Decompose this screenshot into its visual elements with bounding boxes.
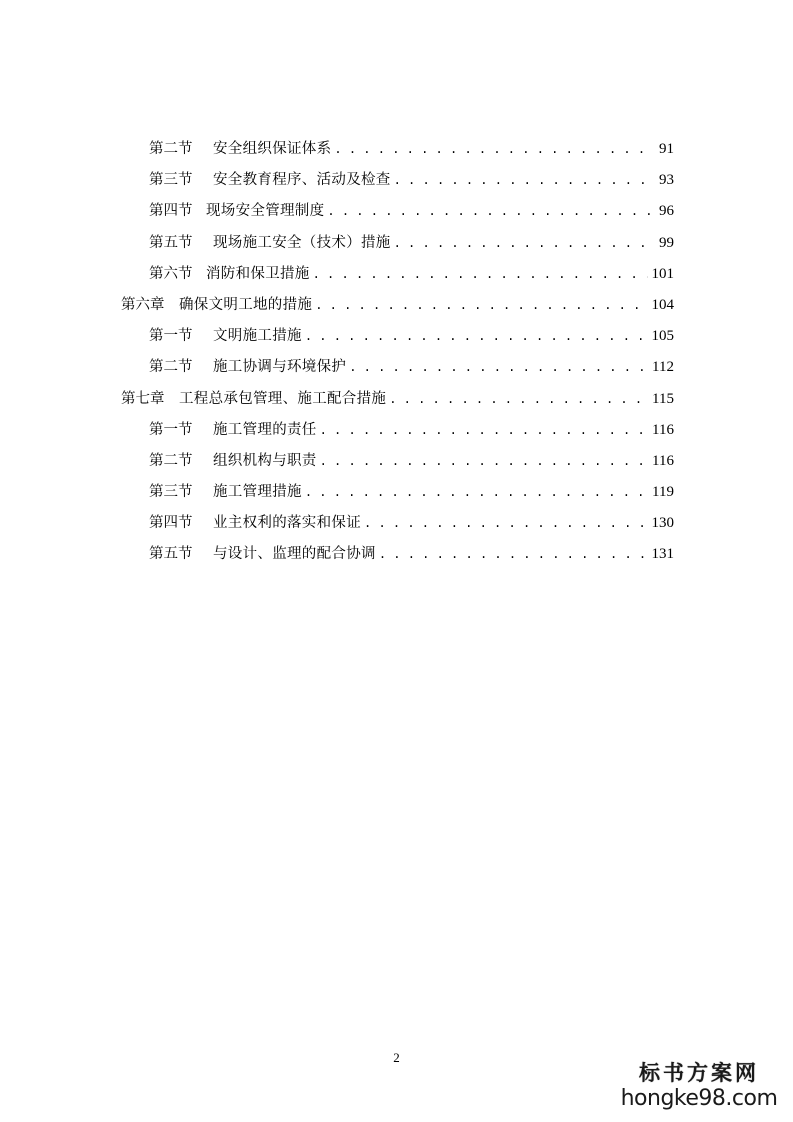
- toc-entry[interactable]: [0, 418, 674, 449]
- toc-entry-page: 112: [652, 359, 674, 376]
- dot-leader: [315, 293, 647, 317]
- toc-entry-page: 131: [651, 546, 674, 563]
- toc-entry-title: 组织机构与职责: [213, 452, 317, 469]
- dot-leader: [379, 542, 648, 566]
- toc-entry-title: 施工管理措施: [213, 484, 302, 501]
- dot-leader: [394, 168, 654, 192]
- toc-entry-title: 安全组织保证体系: [213, 141, 332, 157]
- toc-entry-number: 第四节: [149, 203, 193, 220]
- toc-entry-number: 第二节: [149, 141, 193, 157]
- toc-entry-page: 115: [652, 390, 674, 407]
- watermark-chinese: 标书方案网: [639, 1060, 759, 1085]
- toc-entry[interactable]: [0, 480, 674, 511]
- toc-entry-page: 116: [652, 421, 674, 438]
- toc-chapter-entry[interactable]: [0, 387, 674, 418]
- toc-entry-number: 第一节: [149, 328, 193, 345]
- toc-entry[interactable]: [0, 137, 674, 168]
- toc-entry[interactable]: [0, 231, 674, 262]
- toc-chapter-entry[interactable]: [0, 293, 674, 324]
- dot-leader: [394, 231, 654, 255]
- toc-entry-number: 第一节: [149, 421, 193, 438]
- dot-leader: [313, 262, 648, 286]
- dot-leader: [305, 324, 648, 348]
- toc-entry-title: 与设计、监理的配合协调: [213, 546, 376, 563]
- toc-entry-number: 第二节: [149, 452, 193, 469]
- toc-entry[interactable]: [0, 168, 674, 199]
- toc-entry-number: 第六节: [149, 265, 193, 282]
- dot-leader: [389, 387, 648, 411]
- dot-leader: [334, 137, 654, 161]
- toc-entry-title: 消防和保卫措施: [206, 265, 310, 282]
- dot-leader: [364, 511, 648, 535]
- toc-entry-number: 第五节: [149, 234, 193, 251]
- dot-leader: [320, 418, 648, 442]
- toc-entry-title: 业主权利的落实和保证: [213, 515, 361, 532]
- toc-entry-page: 104: [651, 296, 674, 313]
- page-number: 2: [393, 1050, 400, 1065]
- dot-leader: [327, 199, 654, 223]
- toc-entry-page: 91: [659, 141, 674, 157]
- toc-entry-title: 现场安全管理制度: [206, 203, 325, 220]
- toc-entry-title: 文明施工措施: [213, 328, 302, 345]
- toc-entry-title: 施工管理的责任: [213, 421, 317, 438]
- toc-entry-number: 第四节: [149, 515, 193, 532]
- toc-entry[interactable]: [0, 262, 674, 293]
- dot-leader: [349, 355, 648, 379]
- watermark-url: hongke98.com: [620, 1086, 778, 1111]
- toc-entry[interactable]: [0, 542, 674, 573]
- toc-entry-number: 第三节: [149, 484, 193, 501]
- toc-entry[interactable]: [0, 511, 674, 542]
- dot-leader: [320, 449, 648, 473]
- toc-entry[interactable]: [0, 449, 674, 480]
- watermark: [619, 1060, 779, 1112]
- toc-entry-page: 130: [651, 515, 674, 532]
- toc-entry-title: 确保文明工地的措施: [179, 296, 313, 313]
- toc-entry-title: 工程总承包管理、施工配合措施: [179, 390, 387, 407]
- toc-entry-page: 96: [659, 203, 674, 220]
- toc-entry-number: 第二节: [149, 359, 193, 376]
- toc-entry-number: 第三节: [149, 172, 193, 189]
- toc-entry-title: 施工协调与环境保护: [213, 359, 347, 376]
- toc-entry-number: 第六章: [121, 296, 165, 313]
- toc-entry-number: 第七章: [121, 390, 165, 407]
- toc-entry[interactable]: [0, 324, 674, 355]
- toc-entry-title: 安全教育程序、活动及检查: [213, 172, 391, 189]
- dot-leader: [305, 480, 648, 504]
- toc-entry-page: 105: [651, 328, 674, 345]
- toc-entry-page: 93: [659, 172, 674, 189]
- toc-entry-page: 99: [659, 234, 674, 251]
- toc-entry[interactable]: [0, 199, 674, 230]
- table-of-contents: [0, 137, 793, 574]
- toc-entry-page: 119: [652, 484, 674, 501]
- toc-entry-title: 现场施工安全（技术）措施: [213, 234, 391, 251]
- toc-entry-page: 101: [651, 265, 674, 282]
- toc-entry-page: 116: [652, 452, 674, 469]
- toc-entry[interactable]: [0, 355, 674, 386]
- toc-entry-number: 第五节: [149, 546, 193, 563]
